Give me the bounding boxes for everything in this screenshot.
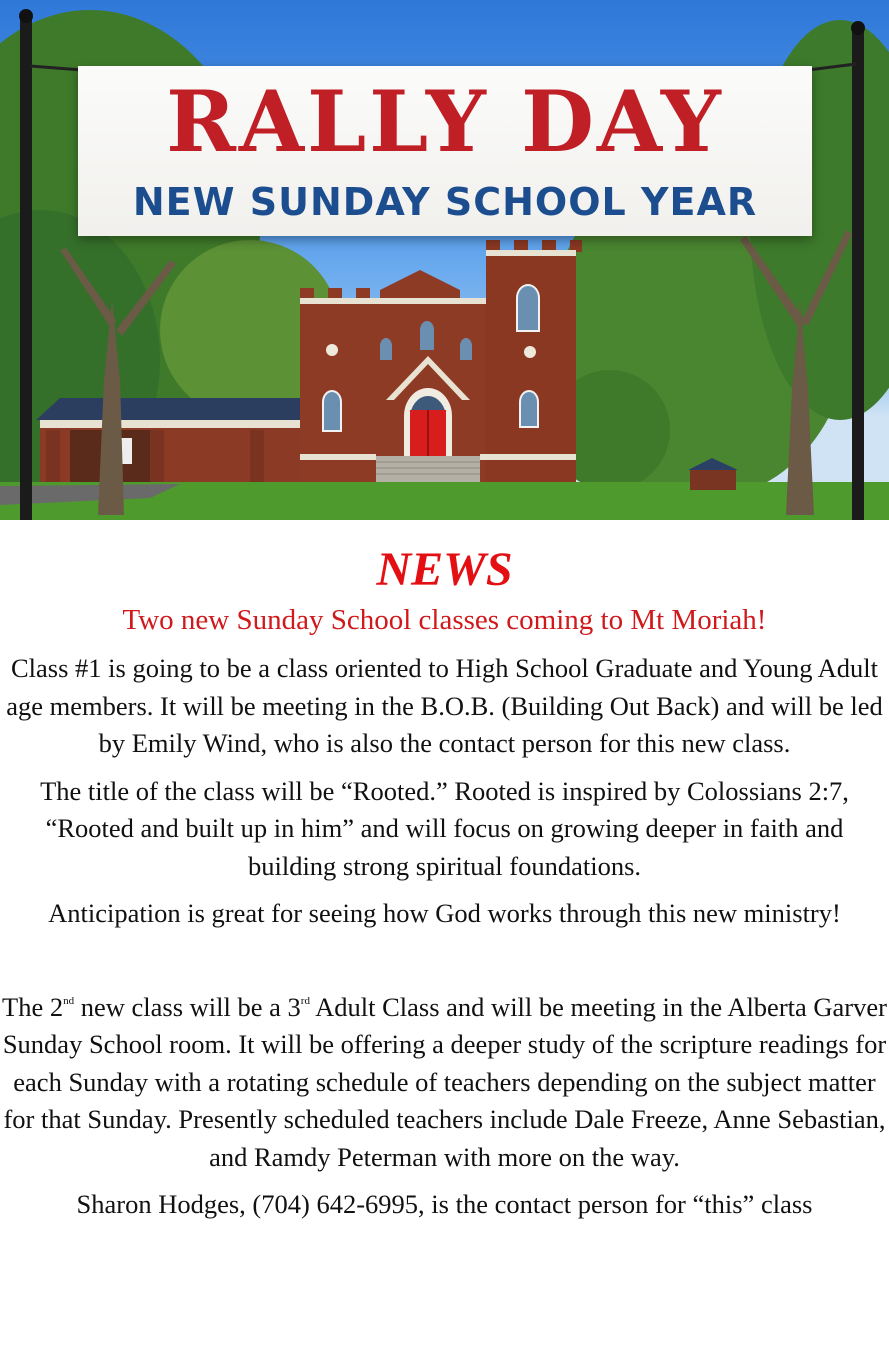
news-subheading: Two new Sunday School classes coming to Mt Moriah! bbox=[122, 604, 767, 636]
rally-day-banner bbox=[78, 66, 812, 236]
right-pole bbox=[852, 26, 864, 520]
anticipation-paragraph: Anticipation is great for seeing how God works through this new ministry! bbox=[48, 898, 841, 928]
class2-text-2: new class will be a 3 bbox=[74, 991, 301, 1022]
class2-ordinal-2: rd bbox=[300, 994, 310, 1007]
banner-title: RALLY DAY bbox=[166, 72, 724, 171]
class2-ordinal-1: nd bbox=[63, 994, 75, 1007]
left-pole-cap bbox=[19, 9, 33, 23]
news-section bbox=[0, 542, 889, 1224]
right-pole-cap bbox=[851, 21, 865, 35]
contact-paragraph: Sharon Hodges, (704) 642-6995, is the contact person for “this” class bbox=[76, 1189, 813, 1219]
class2-text-3: Adult Class and will be meeting in the Alberta Garver Sunday School room. It will be offering a deeper study of the scripture readings for each Sunday with a rotating schedule of teachers depending on the subject matter for that Sunday. Presently scheduled teachers include Dale Freeze, Anne Sebastian, and Ramdy Peterman with more on the way. bbox=[2, 991, 887, 1172]
hero-photo bbox=[0, 0, 889, 520]
fellowship-hall bbox=[36, 398, 300, 482]
news-heading: NEWS bbox=[376, 543, 513, 596]
left-pole bbox=[20, 14, 32, 520]
section-spacer bbox=[0, 933, 889, 979]
church-building bbox=[300, 240, 582, 482]
class2-text-1: The 2 bbox=[2, 991, 64, 1022]
banner-subtitle: NEW SUNDAY SCHOOL YEAR bbox=[132, 180, 758, 224]
class2-paragraph bbox=[0, 989, 889, 1177]
class1-paragraph: Class #1 is going to be a class oriented to High School Graduate and Young Adult age members. It will be meeting in the B.O.B. (Building Out Back) and will be led by Emily Wind, who is also the contact person for this new class. bbox=[6, 653, 883, 758]
rooted-paragraph: The title of the class will be “Rooted.” Rooted is inspired by Colossians 2:7, “Rooted and built up in him” and will focus on growing deeper in faith and building strong spiritual foundations. bbox=[40, 775, 849, 881]
